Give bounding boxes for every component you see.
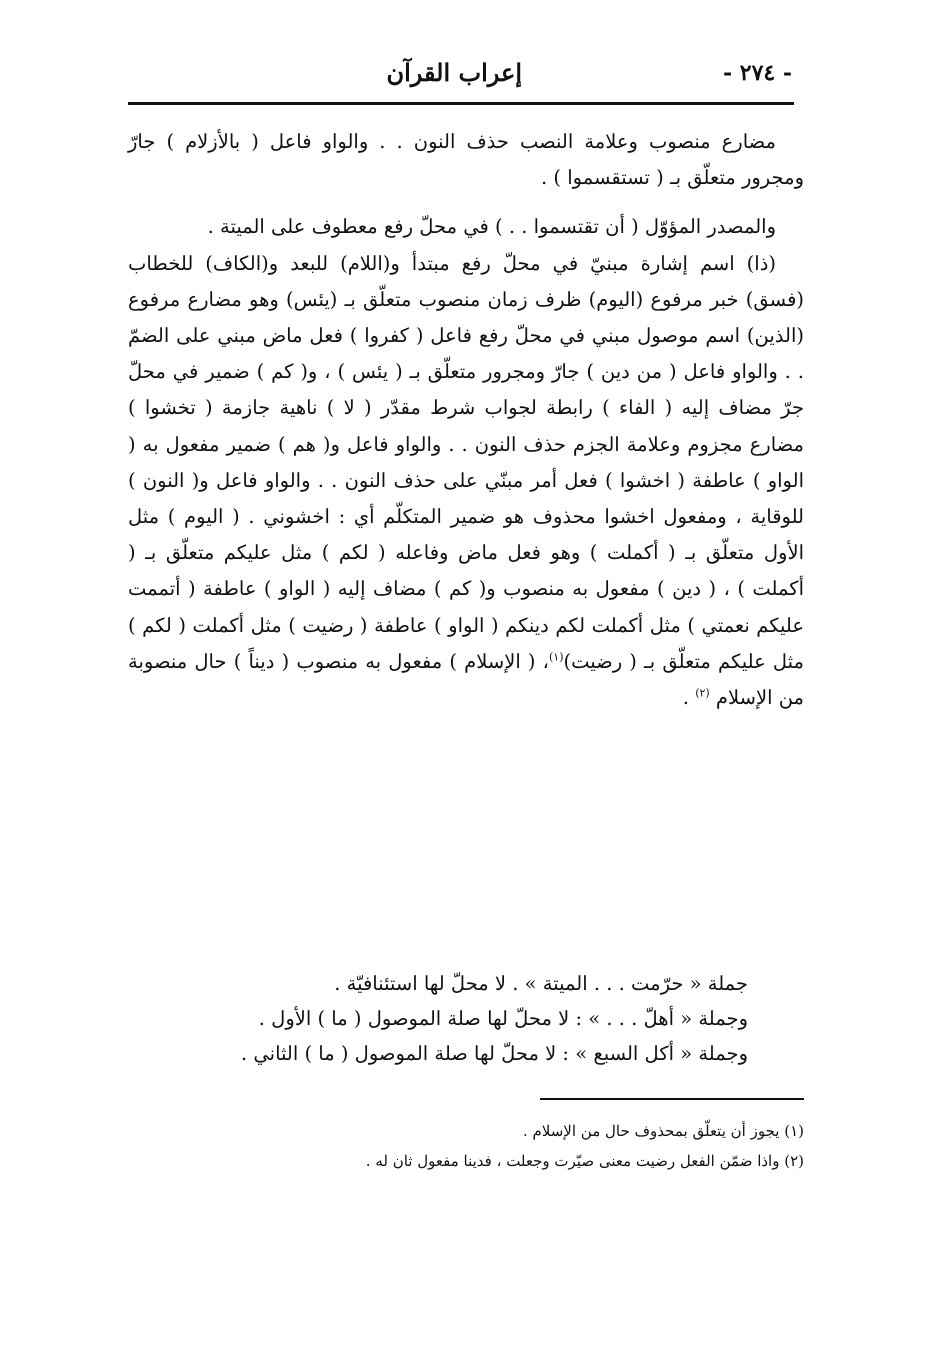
paragraph-3-end: . (682, 686, 696, 710)
footnote-rule (540, 1098, 804, 1100)
book-title: إعراب القرآن (386, 58, 522, 87)
clause-list (128, 966, 748, 1071)
footnote-marker-2: (٢) (695, 686, 710, 700)
page-header (128, 58, 792, 94)
footnote-2: (٢) واذا ضمّن الفعل رضيت معنى صيّرت وجعلت ، فدينا مفعول ثان له . (365, 1152, 804, 1170)
clause-line: وجملة « أهلّ . . . » : لا محلّ لها صلة الموصول ( ما ) الأول . (258, 1007, 748, 1030)
clause-line: جملة « حرّمت . . . الميتة » . لا محلّ لها استئنافيّة . (334, 972, 748, 995)
footnote-marker-1: (١) (548, 650, 564, 664)
main-text (128, 124, 804, 716)
clause-line: وجملة « أكل السبع » : لا محلّ لها صلة الموصول ( ما ) الثاني . (241, 1042, 748, 1065)
paragraph-3-tail: ، ( الإسلام ) مفعول به منصوب ( ديناً ) حال منصوبة من الإسلام (128, 649, 804, 710)
footnote-1: (١) يجوز أن يتعلّق بمحذوف حال من الإسلام . (522, 1122, 804, 1140)
footnotes (128, 1116, 804, 1176)
header-rule (128, 102, 794, 105)
paragraph-3 (128, 246, 804, 717)
paragraph-3-body: (ذا) اسم إشارة مبنيّ في محلّ رفع مبتدأ و(اللام) للبعد و(الكاف) للخطاب (فسق) خبر مرفوع (اليوم) ظرف زمان منصوب متعلّق بـ (يئس) وهو مضارع مرفوع (الذين) اسم موصول مبني في محلّ رفع فاعل ( كفروا ) فعل ماض مبني على الضمّ . . والواو فاعل ( من دين ) جارّ ومجرور متعلّق بـ ( يئس ) ، و( كم ) ضمير في محلّ جرّ مضاف إليه ( الفاء ) رابطة لجواب شرط مقدّر ( لا ) ناهية جازمة ( تخشوا ) مضارع مجزوم وعلامة الجزم حذف النون . . والواو فاعل و( هم ) ضمير مفعول به ( الواو ) عاطفة ( اخشوا ) فعل أمر مبنّي على حذف النون . . والواو فاعل و( النون ) للوقاية ، ومفعول اخشوا محذوف هو ضمير المتكلّم أي : اخشوني . ( اليوم ) مثل الأول متعلّق بـ ( أكملت ) وهو فعل ماض وفاعله ( لكم ) مثل عليكم متعلّق بـ ( أكملت ) ، ( دين ) مفعول به منصوب و( كم ) مضاف إليه ( الواو ) عاطفة ( أتممت عليكم نعمتي ) مثل أكملت لكم دينكم ( الواو ) عاطفة ( رضيت ) مثل أكملت ( لكم ) مثل عليكم متعلّق بـ ( رضيت) (128, 251, 804, 673)
paragraph-2: والمصدر المؤوّل ( أن تقتسموا . . ) في محلّ رفع معطوف على الميتة . (207, 215, 776, 239)
page-number: - ٢٧٤ - (722, 60, 792, 86)
paragraph-1: مضارع منصوب وعلامة النصب حذف النون . . والواو فاعل ( بالأزلام ) جارّ ومجرور متعلّق بـ ( تستقسموا ) . (128, 130, 804, 190)
